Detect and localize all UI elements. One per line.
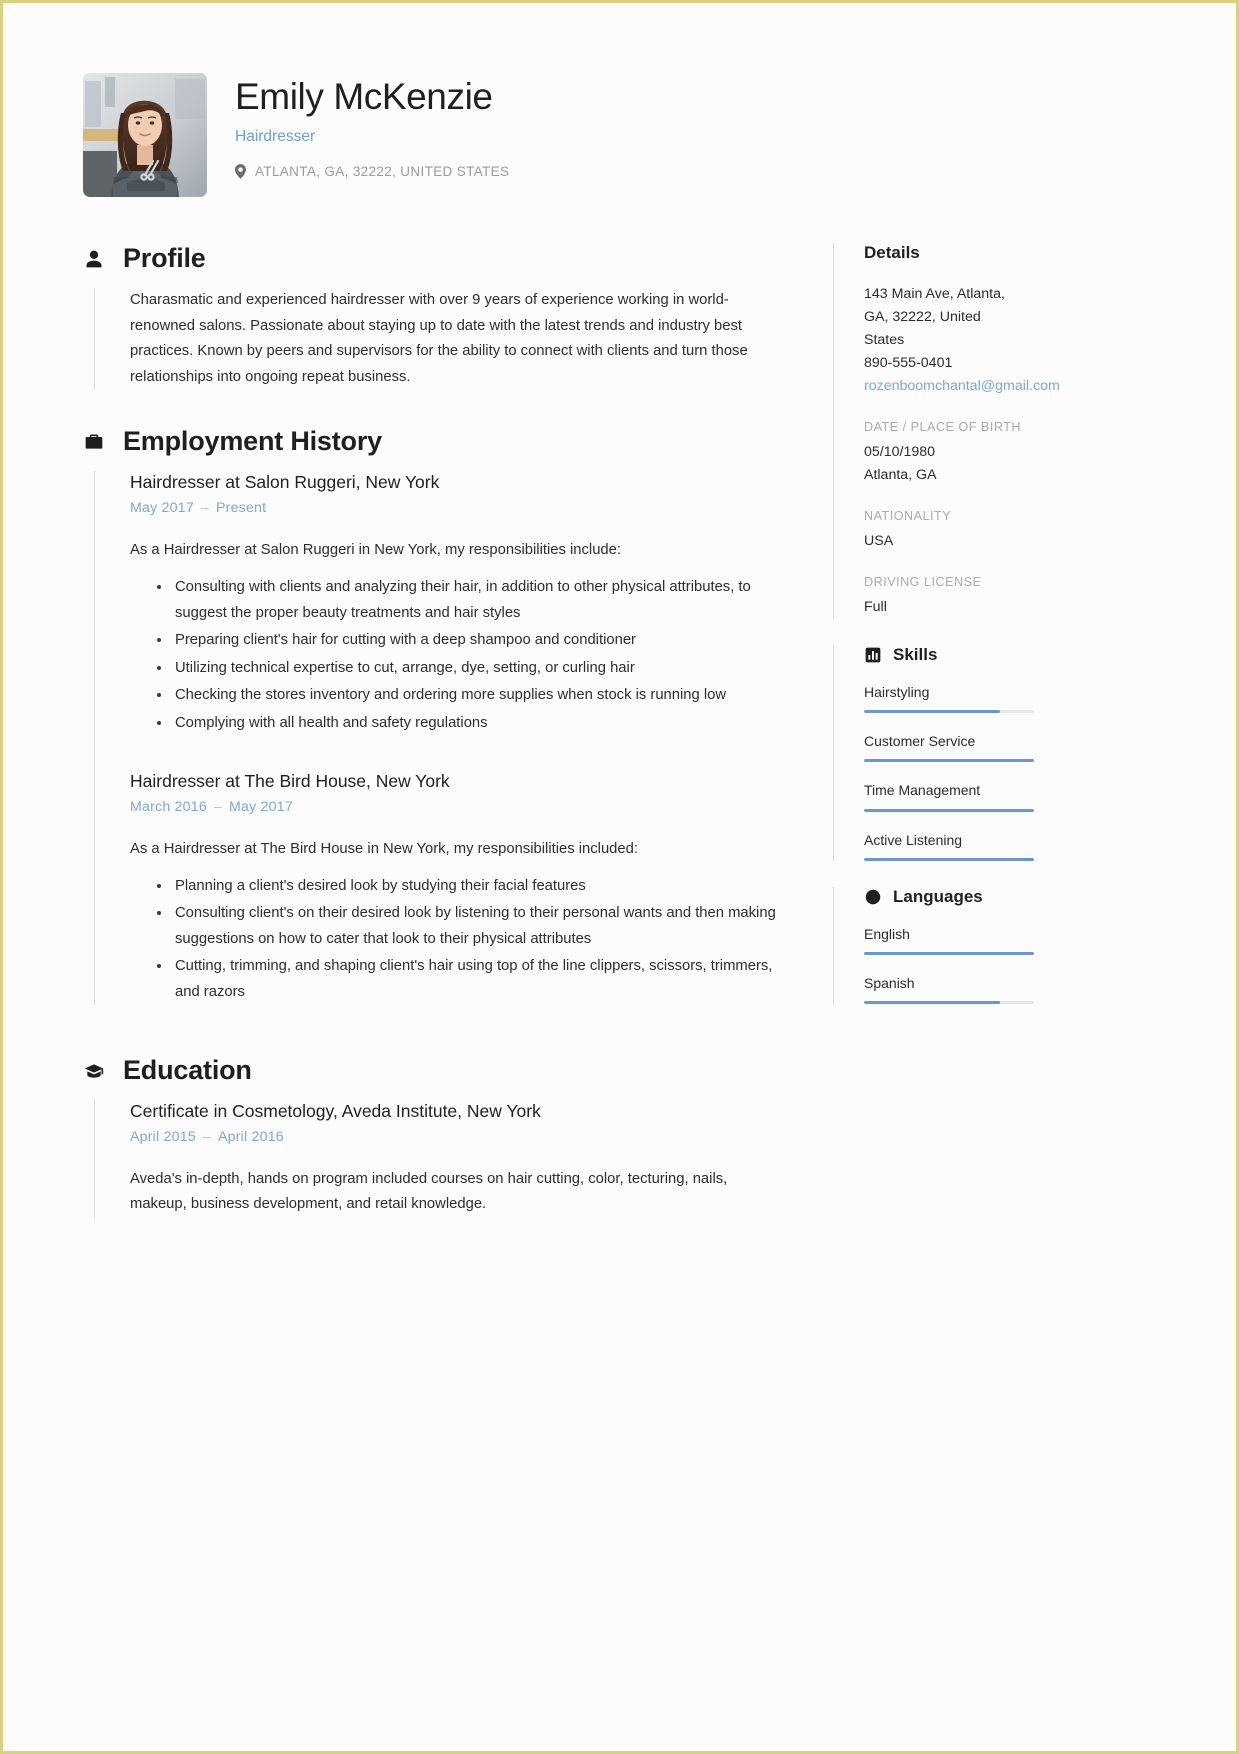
address-line: 143 Main Ave, Atlanta, [864, 286, 1005, 302]
identity-block [235, 73, 509, 179]
language-bar-fill [864, 1001, 1000, 1004]
address-line: GA, 32222, United [864, 309, 981, 325]
phone-number: 890-555-0401 [864, 355, 953, 371]
skill-bar-fill [864, 710, 1000, 713]
person-icon [83, 248, 105, 270]
email-link[interactable]: rozenboomchantal@gmail.com [864, 378, 1060, 394]
education-entry-text: Aveda's in-depth, hands on program included courses on hair cutting, color, tecturing, nails, makeup, business development, and retail knowledge. [130, 1170, 728, 1213]
employment-entry-title: Hairdresser at The Bird House, New York [130, 770, 450, 791]
skill-bar [864, 809, 1034, 812]
language-name: English [864, 925, 910, 942]
employment-heading: Employment History [123, 426, 382, 457]
date-end: April 2016 [217, 1128, 284, 1145]
skill-bar [864, 759, 1034, 762]
avatar [83, 73, 207, 197]
page-title: Emily McKenzie [235, 76, 493, 117]
dob-date: 05/10/1980 [864, 444, 936, 460]
employment-entry [130, 770, 787, 1005]
section-profile [83, 243, 787, 390]
driving-license-value: Full [864, 599, 887, 615]
section-skills [833, 645, 1099, 861]
dob-label: DATE / PLACE OF BIRTH [864, 420, 1021, 434]
language-bar [864, 1001, 1034, 1004]
employment-entry-title: Hairdresser at Salon Ruggeri, New York [130, 472, 440, 493]
employment-body [94, 471, 787, 1005]
briefcase-icon [83, 431, 105, 453]
skill-item [864, 781, 1099, 811]
graduation-cap-icon [83, 1060, 105, 1082]
address-line: States [864, 332, 905, 348]
date-end: May 2017 [229, 798, 293, 815]
date-dash: – [213, 798, 223, 815]
date-dash: – [202, 1128, 211, 1145]
dob-place: Atlanta, GA [864, 467, 937, 483]
list-item: Complying with all health and safety regulations [157, 711, 787, 736]
profile-heading: Profile [123, 243, 206, 273]
skill-bar [864, 710, 1034, 713]
skill-item [864, 683, 1099, 713]
skill-name: Active Listening [864, 831, 963, 848]
skill-bar-fill [864, 809, 1034, 812]
skill-name: Customer Service [864, 733, 976, 750]
skill-name: Hairstyling [864, 684, 930, 700]
skill-item [864, 831, 1099, 861]
profile-body [94, 288, 787, 390]
employment-entry-bullets [130, 874, 787, 1005]
section-languages [833, 887, 1099, 1004]
skill-bar [864, 858, 1034, 861]
date-dash: – [200, 500, 209, 517]
education-heading: Education [123, 1055, 252, 1086]
resume-document [3, 3, 1236, 1751]
list-item: Consulting with clients and analyzing their hair, in addition to other physical attributes, to suggest the proper beauty treatments and hair styles [157, 575, 787, 626]
date-start: March 2016 [130, 798, 207, 815]
employment-entry-intro: As a Hairdresser at Salon Ruggeri in New York, my responsibilities include: [130, 542, 621, 559]
education-body [94, 1100, 787, 1218]
resume-sheet [3, 3, 1236, 1751]
skill-name: Time Management [864, 782, 981, 799]
list-item: Consulting client's on their desired look by listening to their personal wants and then making suggestions on how to cater that look to their physical attributes [157, 901, 787, 952]
skill-bar-fill [864, 858, 1034, 861]
skill-bar-fill [864, 759, 1034, 762]
employment-heading-row [83, 426, 787, 457]
employment-entry-dates [130, 500, 787, 516]
employment-entry-bullets [130, 575, 787, 736]
languages-heading: Languages [893, 886, 983, 906]
language-name: Spanish [864, 974, 915, 991]
profile-text: Charasmatic and experienced hairdresser with over 9 years of experience working in world-renowned salons. Passionate about staying up to date with the latest trends and industry best practices. Known by peers and supervisors for the ability to connect with clients and turn those relationships into ongoing repeat business. [130, 292, 748, 385]
list-item: Preparing client's hair for cutting with a deep shampoo and conditioner [157, 628, 787, 653]
profile-heading-row [83, 243, 787, 274]
location-pin-icon [235, 164, 246, 179]
skills-heading: Skills [893, 645, 938, 664]
education-entry-dates [130, 1129, 787, 1145]
job-title: Hairdresser [235, 127, 316, 145]
list-item: Checking the stores inventory and ordering more supplies when stock is running low [157, 683, 787, 708]
profile-photo-illustration [83, 73, 207, 197]
date-start: May 2017 [130, 500, 194, 517]
details-heading: Details [864, 243, 920, 262]
location-row [235, 164, 509, 179]
date-start: April 2015 [130, 1128, 196, 1145]
languages-heading-row [864, 887, 1099, 907]
globe-icon [864, 888, 881, 905]
education-entry [130, 1100, 787, 1218]
list-item: Planning a client's desired look by studying their facial features [157, 874, 787, 899]
list-item: Cutting, trimming, and shaping client's hair using top of the line clippers, scissors, trimmers, and razors [157, 954, 787, 1005]
location-text: ATLANTA, GA, 32222, UNITED STATES [255, 163, 510, 179]
nationality-label: NATIONALITY [864, 509, 952, 523]
language-item [864, 925, 1099, 955]
list-item: Utilizing technical expertise to cut, arrange, dye, setting, or curling hair [157, 656, 787, 681]
driving-license-label: DRIVING LICENSE [864, 575, 982, 589]
section-details [833, 243, 1099, 619]
main-column [83, 243, 795, 1222]
section-employment [83, 426, 787, 1005]
language-bar-fill [864, 952, 1034, 955]
language-bar [864, 952, 1034, 955]
spacer [83, 1009, 787, 1055]
section-education [83, 1055, 787, 1218]
nationality-value: USA [864, 533, 894, 549]
date-end: Present [216, 500, 267, 517]
resume-header [83, 73, 1126, 197]
skill-item [864, 732, 1099, 762]
education-entry-title: Certificate in Cosmetology, Aveda Institute, New York [130, 1101, 541, 1122]
spacer [83, 390, 787, 426]
employment-entry-dates [130, 799, 787, 815]
language-item [864, 974, 1099, 1004]
bar-chart-icon [864, 647, 881, 664]
education-heading-row [83, 1055, 787, 1086]
skills-heading-row [864, 645, 1099, 665]
sidebar [833, 243, 1099, 1222]
resume-body [83, 243, 1126, 1222]
employment-entry-intro: As a Hairdresser at The Bird House in New York, my responsibilities included: [130, 840, 638, 857]
employment-entry [130, 471, 787, 736]
